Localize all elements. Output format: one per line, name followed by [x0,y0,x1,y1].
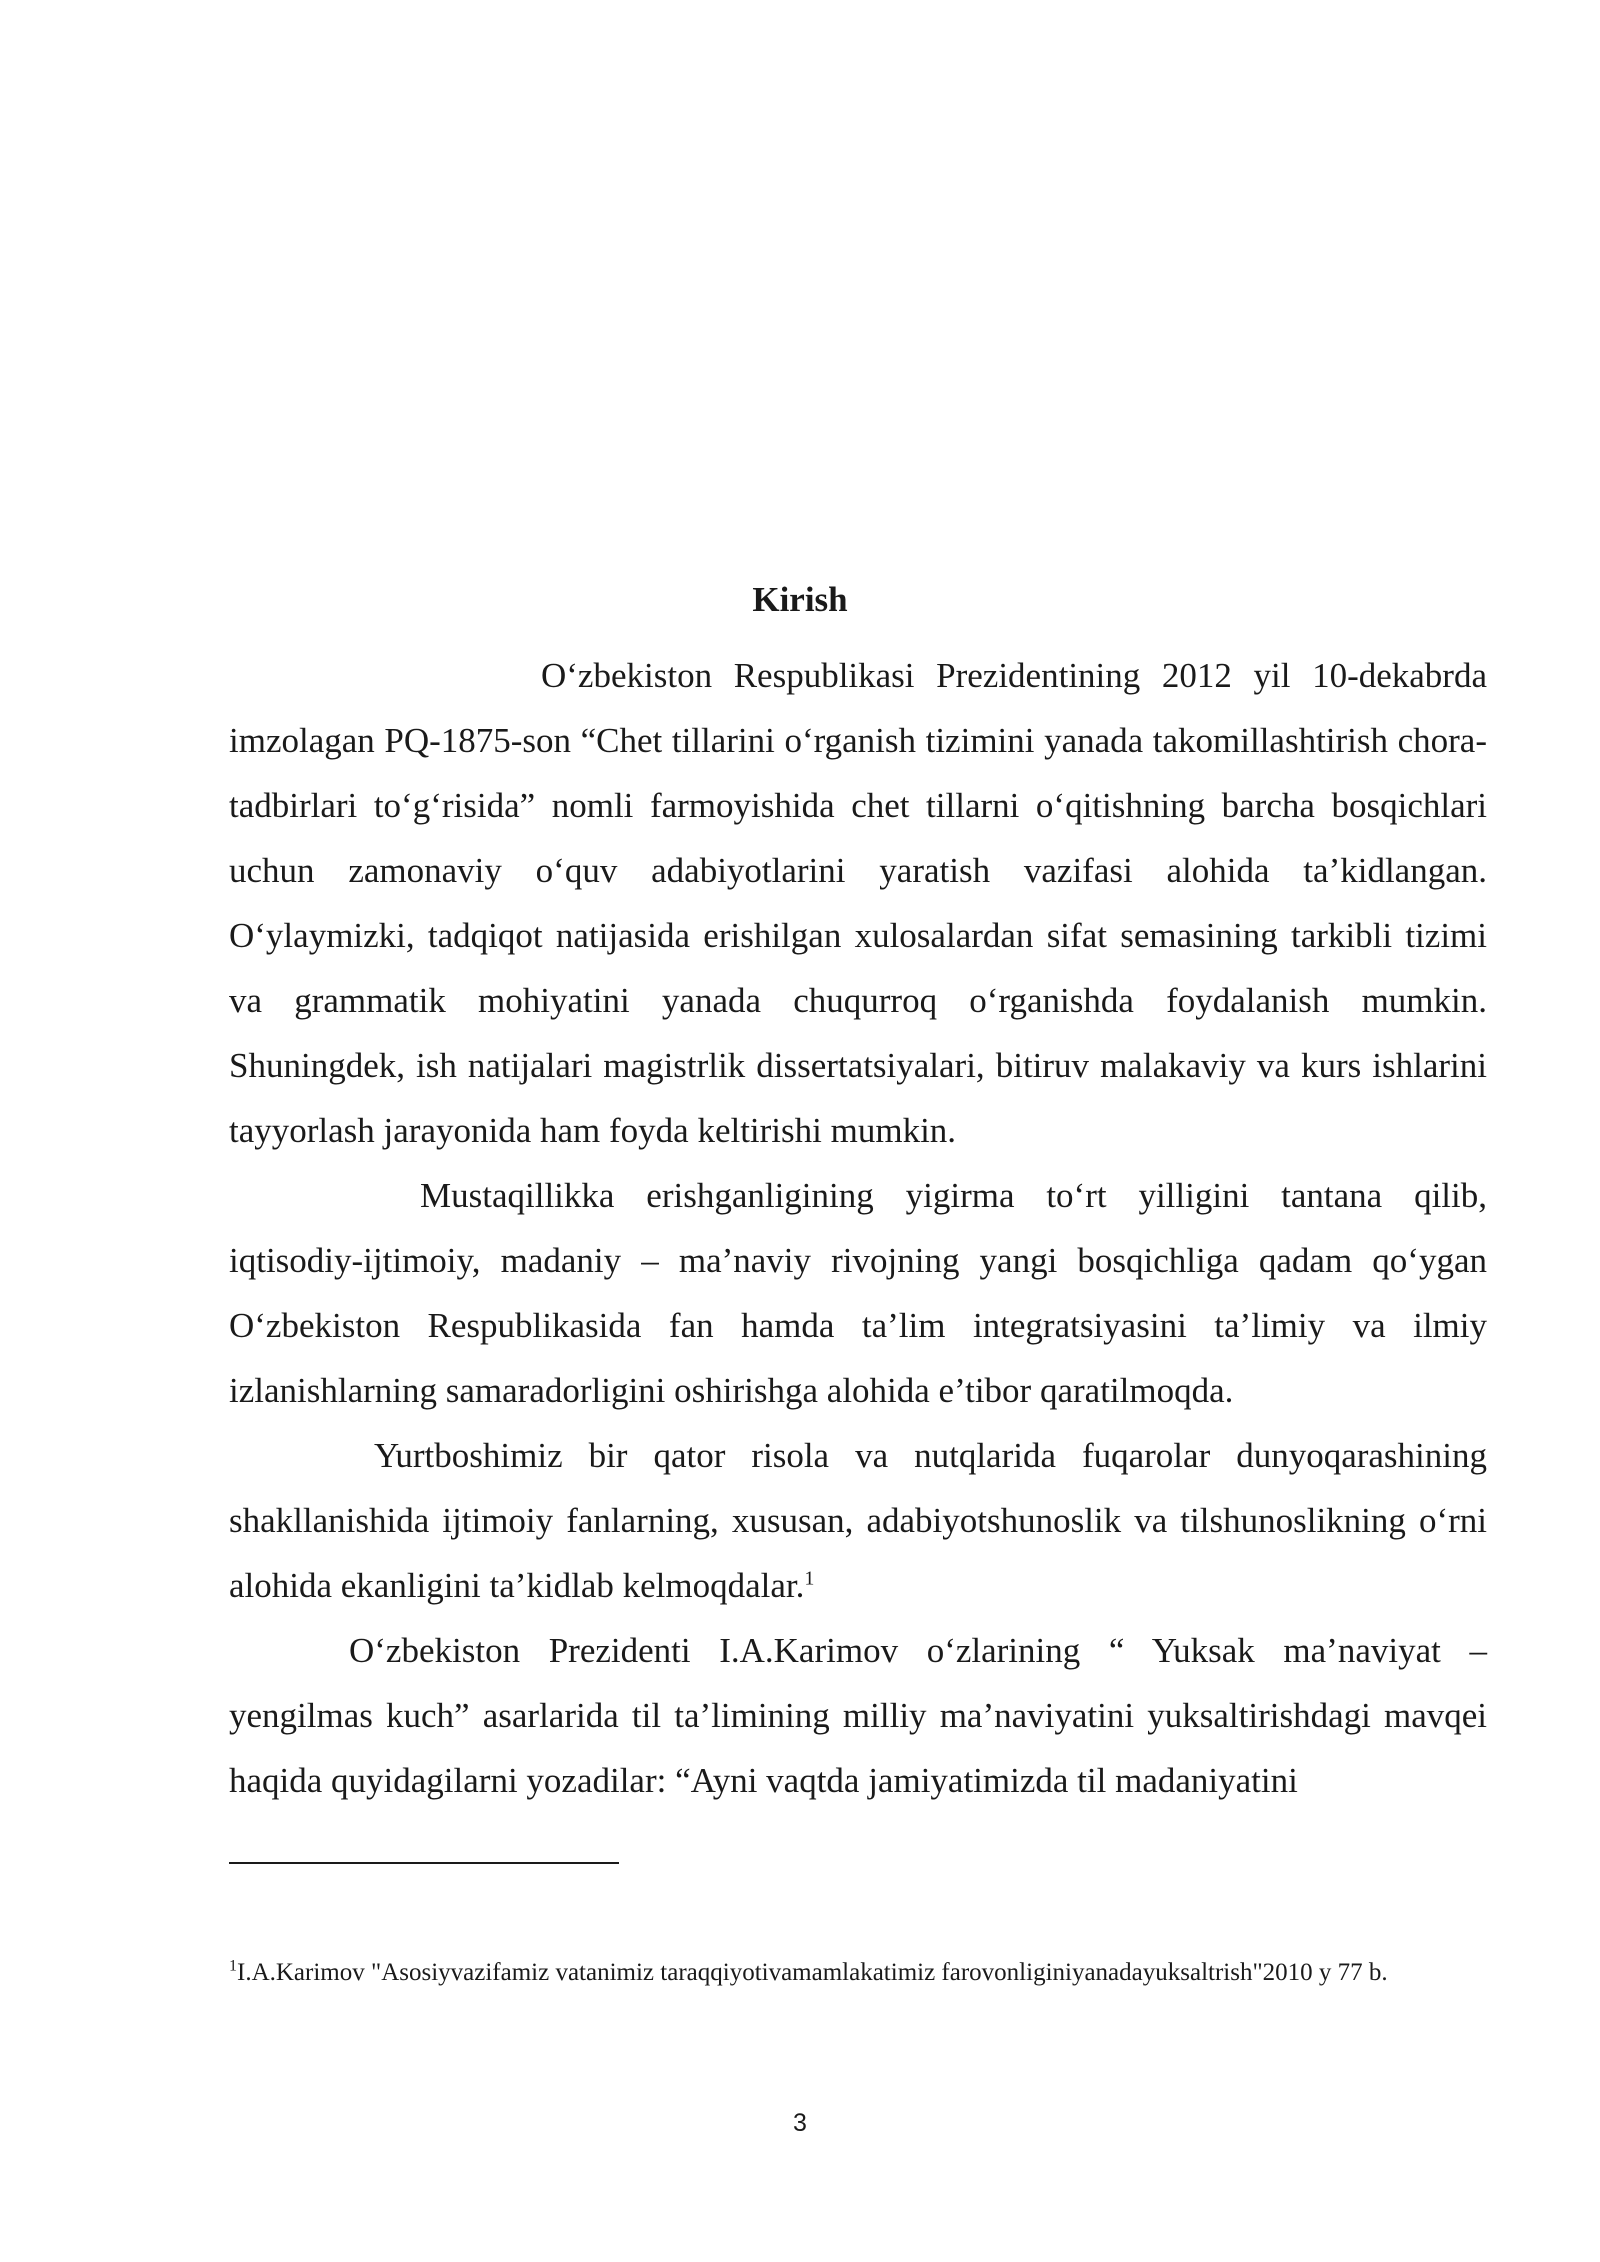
section-heading: Kirish [752,580,848,619]
footnote-text: I.A.Karimov "Asosiyvazifamiz vatanimiz taraqqiyotivamamlakatimiz farovonliginiyanadayuksaltrish"2010 y 77 b. [237,1959,1388,1986]
paragraph-4: O‘zbekiston Prezidenti I.A.Karimov o‘zlarining “ Yuksak ma’naviyat – yengilmas kuch” asarlarida til ta’limining milliy ma’naviyatini yuksaltirishdagi mavqei haqida quyidagilarni yozadilar: “Ayni vaqtda jamiyatimizda til madaniyatini [229,1631,1487,1800]
paragraph-3 [229,1423,1487,1618]
footnote-separator [229,1862,619,1864]
paragraph-2: Mustaqillikka erishganligining yigirma to‘rt yilligini tantana qilib, iqtisodiy-ijtimoiy, madaniy – ma’naviy rivojning yangi bosqichliga qadam qo‘ygan O‘zbekiston Respublikasida fan hamda ta’lim integratsiyasini ta’limiy va ilmiy izlanishlarning samaradorligini oshirishga alohida e’tibor qaratilmoqda. [229,1176,1487,1410]
body-text [229,643,1487,1813]
footnote [229,1944,1487,2001]
page-number: 3 [793,2109,807,2137]
paragraph-1: O‘zbekiston Respublikasi Prezidentining 2012 yil 10-dekabrda imzolagan PQ-1875-son “Chet tillarini o‘rganish tizimini yanada takomillashtirish chora-tadbirlari to‘g‘risida” nomli farmoyishida chet tillarni o‘qitishning barcha bosqichlari uchun zamonaviy o‘quv adabiyotlarini yaratish vazifasi alohida ta’kidlangan. O‘ylaymizki, tadqiqot natijasida erishilgan xulosalardan sifat semasining tarkibli tizimi va grammatik mohiyatini yanada chuqurroq o‘rganishda foydalanish mumkin. Shuningdek, ish natijalari magistrlik dissertatsiyalari, bitiruv malakaviy va kurs ishlarini tayyorlash jarayonida ham foyda keltirishi mumkin. [229,656,1487,1150]
footnote-marker: 1 [229,1957,237,1975]
paragraph-3-text: Yurtboshimiz bir qator risola va nutqlarida fuqarolar dunyoqarashining shakllanishida ijtimoiy fanlarning, xususan, adabiyotshunoslik va tilshunoslikning o‘rni alohida ekanligini ta’kidlab kelmoqdalar. [229,1436,1487,1605]
footnote-reference[interactable]: 1 [804,1567,815,1590]
